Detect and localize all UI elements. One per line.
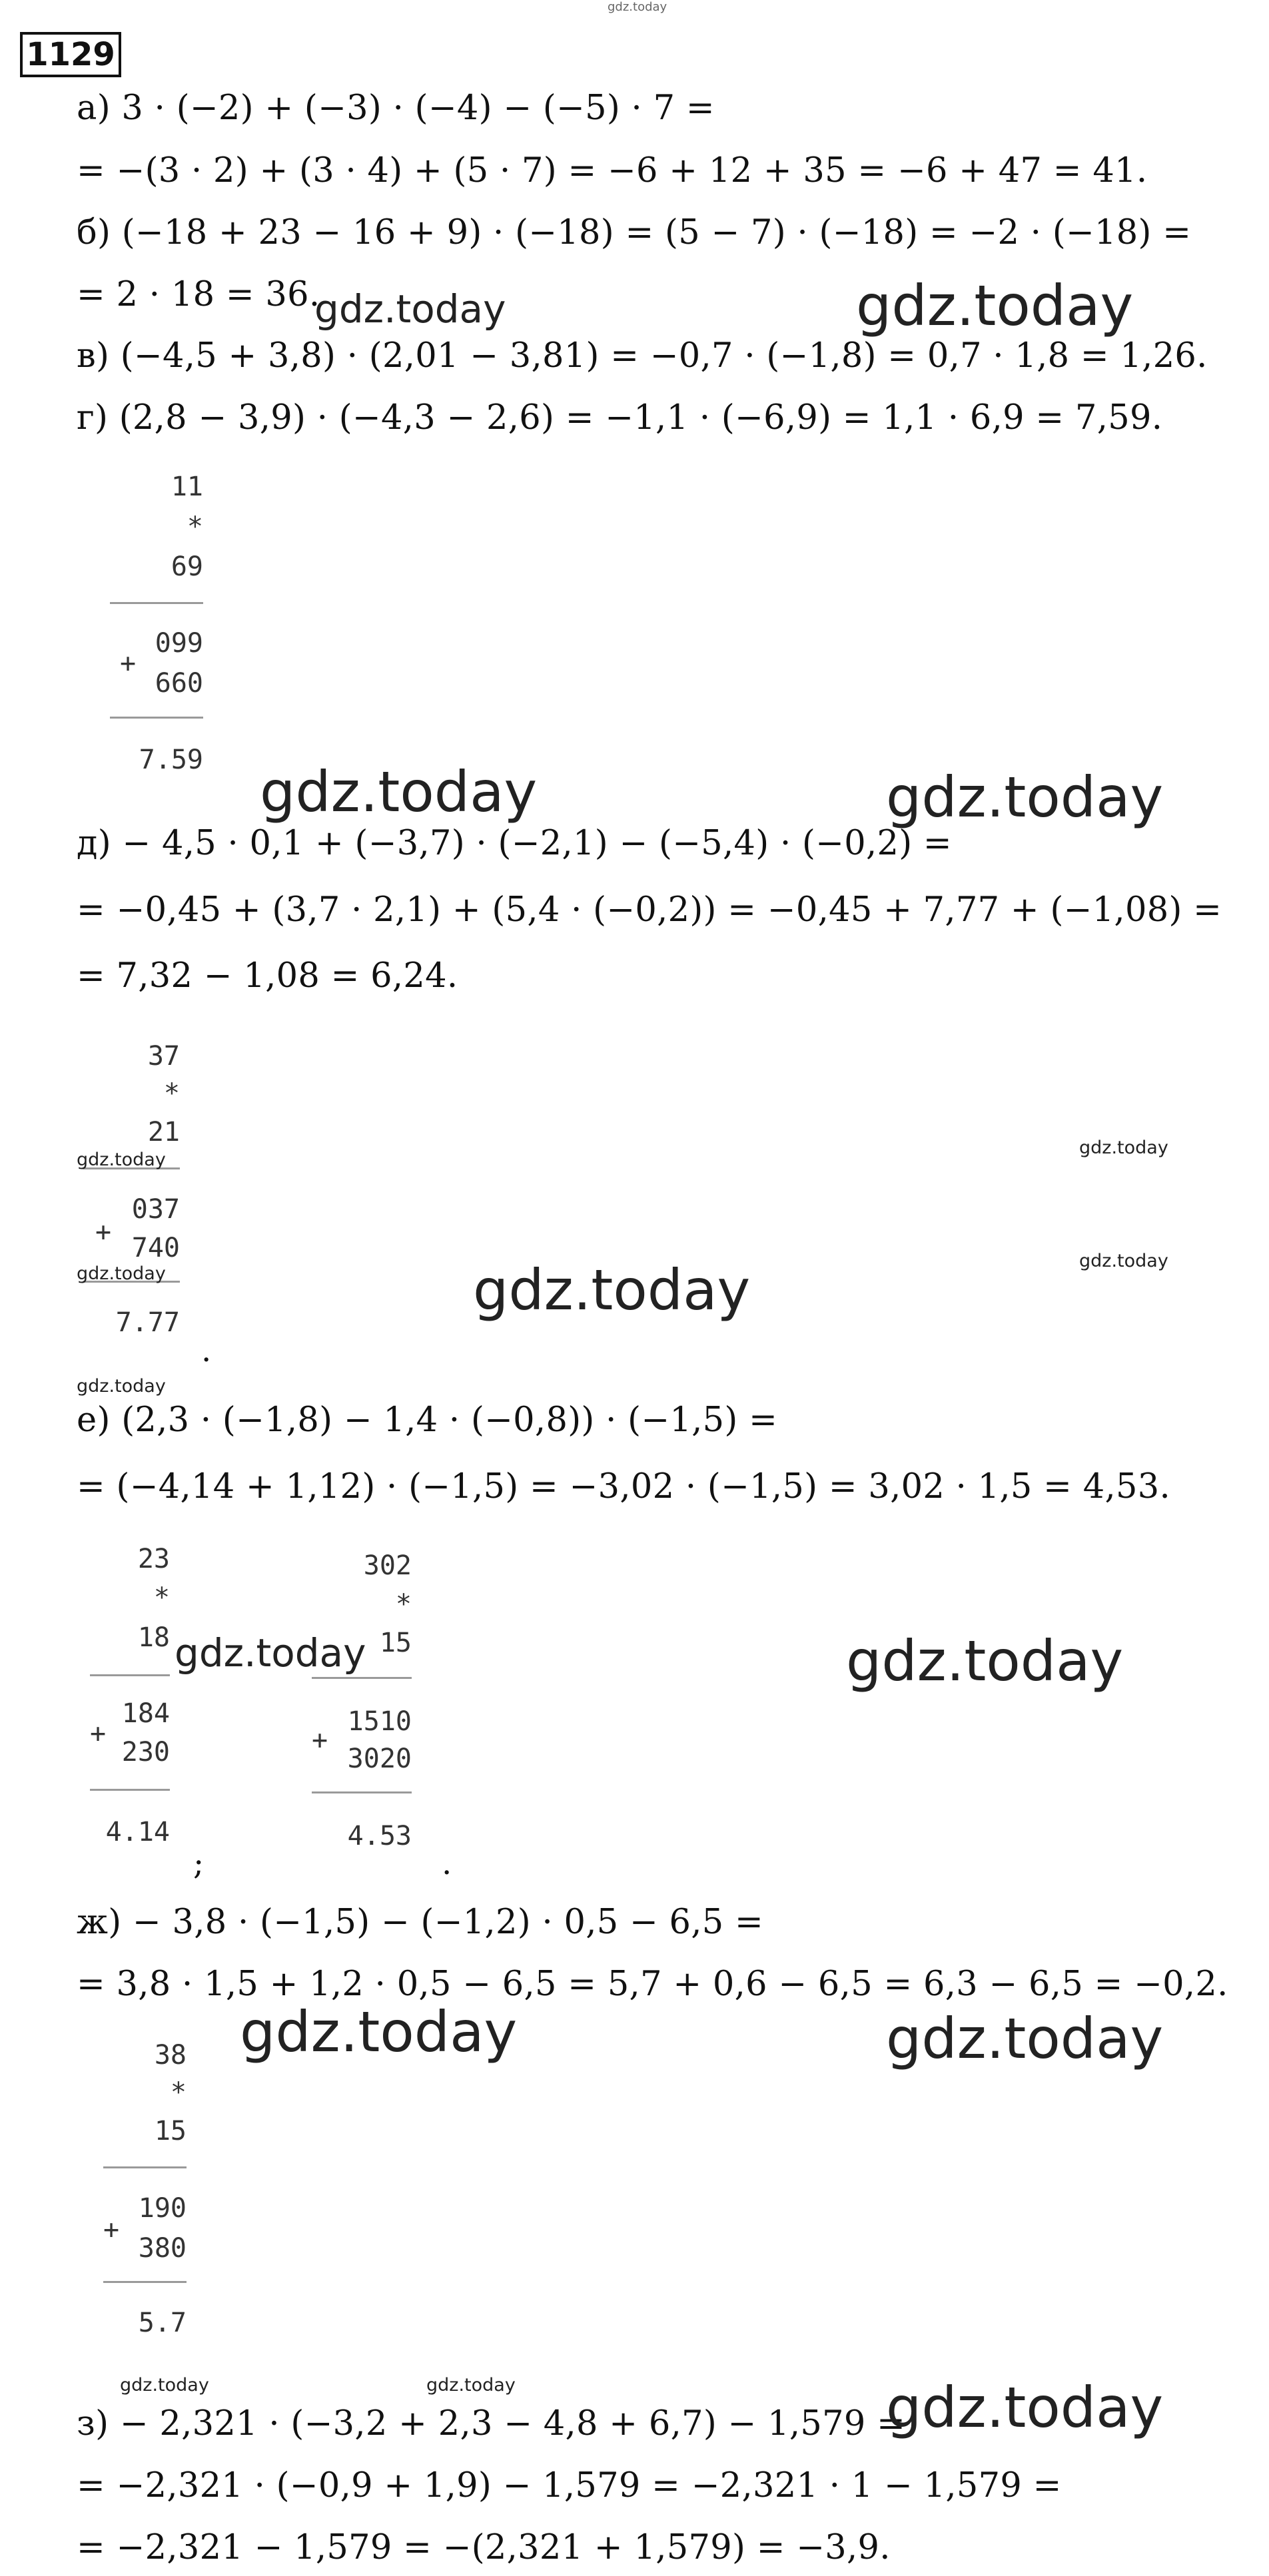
calc-operand-a: 38 [154,2040,187,2071]
calc-operand-a: 37 [147,1041,180,1072]
calc-e1 [90,1544,170,1857]
watermark: gdz.today [240,1999,518,2065]
exercise-number: 1129 [20,32,121,77]
watermark: gdz.today [1079,1251,1168,1271]
watermark: gdz.today [1079,1137,1168,1158]
line-zh2: = 3,8 · 1,5 + 1,2 · 0,5 − 6,5 = 5,7 + 0,6 − 6,5 = 6,3 − 6,5 = −0,2. [77,1965,1228,2004]
watermark: gdz.today [886,2006,1164,2071]
calc-rule [110,602,203,604]
line-d2: = −0,45 + (3,7 · 2,1) + (5,4 · (−0,2)) = −0,45 + 7,77 + (−1,08) = [77,890,1222,930]
calc-plus: + [90,1718,107,1749]
calc-result: 7.77 [115,1307,180,1338]
watermark: gdz.today [175,1630,366,1676]
watermark: gdz.today [77,1376,166,1397]
calc-operator: * [163,1078,180,1109]
line-b1: б) (−18 + 23 − 16 + 9) · (−18) = (5 − 7) · (−18) = −2 · (−18) = [77,213,1192,252]
calc-end-dot: . [442,1845,452,1882]
watermark: gdz.today [856,273,1134,338]
watermark: gdz.today [314,286,506,332]
calc-partial-1: 099 [155,628,203,659]
calc-rule [90,1789,170,1791]
calc-e2 [312,1550,412,1863]
watermark: gdz.today [77,1263,166,1284]
calc-zh [103,2040,187,2353]
calc-partial-2: 3020 [347,1744,412,1774]
calc-partial-1: 190 [138,2193,187,2224]
watermark: gdz.today [886,765,1164,830]
calc-operand-b: 15 [379,1628,412,1658]
calc-plus: + [120,648,137,679]
line-v: в) (−4,5 + 3,8) · (2,01 − 3,81) = −0,7 · (−1,8) = 0,7 · 1,8 = 1,26. [77,336,1208,376]
calc-operand-a: 11 [171,472,203,502]
calc-result: 5.7 [138,2308,187,2338]
calc-result: 7.59 [139,745,203,775]
line-z3: = −2,321 − 1,579 = −(2,321 + 1,579) = −3,9. [77,2528,891,2567]
line-g: г) (2,8 − 3,9) · (−4,3 − 2,6) = −1,1 · (−6,9) = 1,1 · 6,9 = 7,59. [77,398,1163,438]
line-a2: = −(3 · 2) + (3 · 4) + (5 · 7) = −6 + 12 + 35 = −6 + 47 = 41. [77,151,1148,190]
line-a1: а) 3 · (−2) + (−3) · (−4) − (−5) · 7 = [77,89,715,128]
watermark: gdz.today [77,1149,166,1170]
calc-plus: + [103,2214,120,2245]
calc-partial-2: 740 [131,1233,180,1263]
line-e2: = (−4,14 + 1,12) · (−1,5) = −3,02 · (−1,5) = 3,02 · 1,5 = 4,53. [77,1467,1170,1506]
calc-end-dot: . [201,1332,212,1369]
line-z2: = −2,321 · (−0,9 + 1,9) − 1,579 = −2,321 · 1 − 1,579 = [77,2466,1062,2505]
site-watermark-top: gdz.today [608,0,667,14]
calc-rule [90,1674,170,1676]
line-d3: = 7,32 − 1,08 = 6,24. [77,956,458,996]
calc-rule [312,1791,412,1793]
calc-plus: + [95,1217,112,1247]
calc-d [83,1041,180,1354]
calc-operand-a: 23 [137,1544,170,1574]
calc-operator: * [153,1582,170,1613]
calc-rule [110,717,203,719]
calc-plus: + [312,1725,328,1756]
calc-result: 4.53 [347,1821,412,1851]
calc-separator-semicolon: ; [193,1845,205,1882]
calc-operator: * [170,2077,187,2108]
line-e1: е) (2,3 · (−1,8) − 1,4 · (−0,8)) · (−1,5) = [77,1401,778,1440]
calc-operator: * [395,1589,412,1620]
watermark: gdz.today [120,2375,209,2396]
watermark: gdz.today [260,759,538,824]
watermark: gdz.today [426,2375,516,2396]
calc-result: 4.14 [105,1817,170,1847]
line-z1: з) − 2,321 · (−3,2 + 2,3 − 4,8 + 6,7) − 1,579 = [77,2404,906,2443]
calc-operand-b: 18 [137,1622,170,1653]
watermark: gdz.today [846,1628,1124,1694]
calc-g [110,472,203,785]
calc-operator: * [187,511,203,542]
calc-operand-b: 15 [154,2116,187,2146]
calc-partial-1: 184 [121,1698,170,1729]
line-b2: = 2 · 18 = 36. [77,275,320,314]
calc-partial-1: 037 [131,1194,180,1225]
line-zh1: ж) − 3,8 · (−1,5) − (−1,2) · 0,5 − 6,5 = [77,1903,764,1942]
watermark: gdz.today [886,2375,1164,2440]
watermark: gdz.today [473,1257,751,1323]
calc-partial-2: 230 [121,1737,170,1768]
calc-partial-2: 380 [138,2233,187,2264]
calc-operand-b: 21 [147,1117,180,1147]
calc-rule [103,2166,187,2168]
calc-rule [312,1677,412,1679]
calc-rule [103,2281,187,2283]
calc-partial-1: 1510 [347,1706,412,1737]
calc-operand-b: 69 [171,551,203,582]
calc-partial-2: 660 [155,668,203,699]
calc-operand-a: 302 [363,1550,412,1581]
line-d1: д) − 4,5 · 0,1 + (−3,7) · (−2,1) − (−5,4) · (−0,2) = [77,824,952,863]
